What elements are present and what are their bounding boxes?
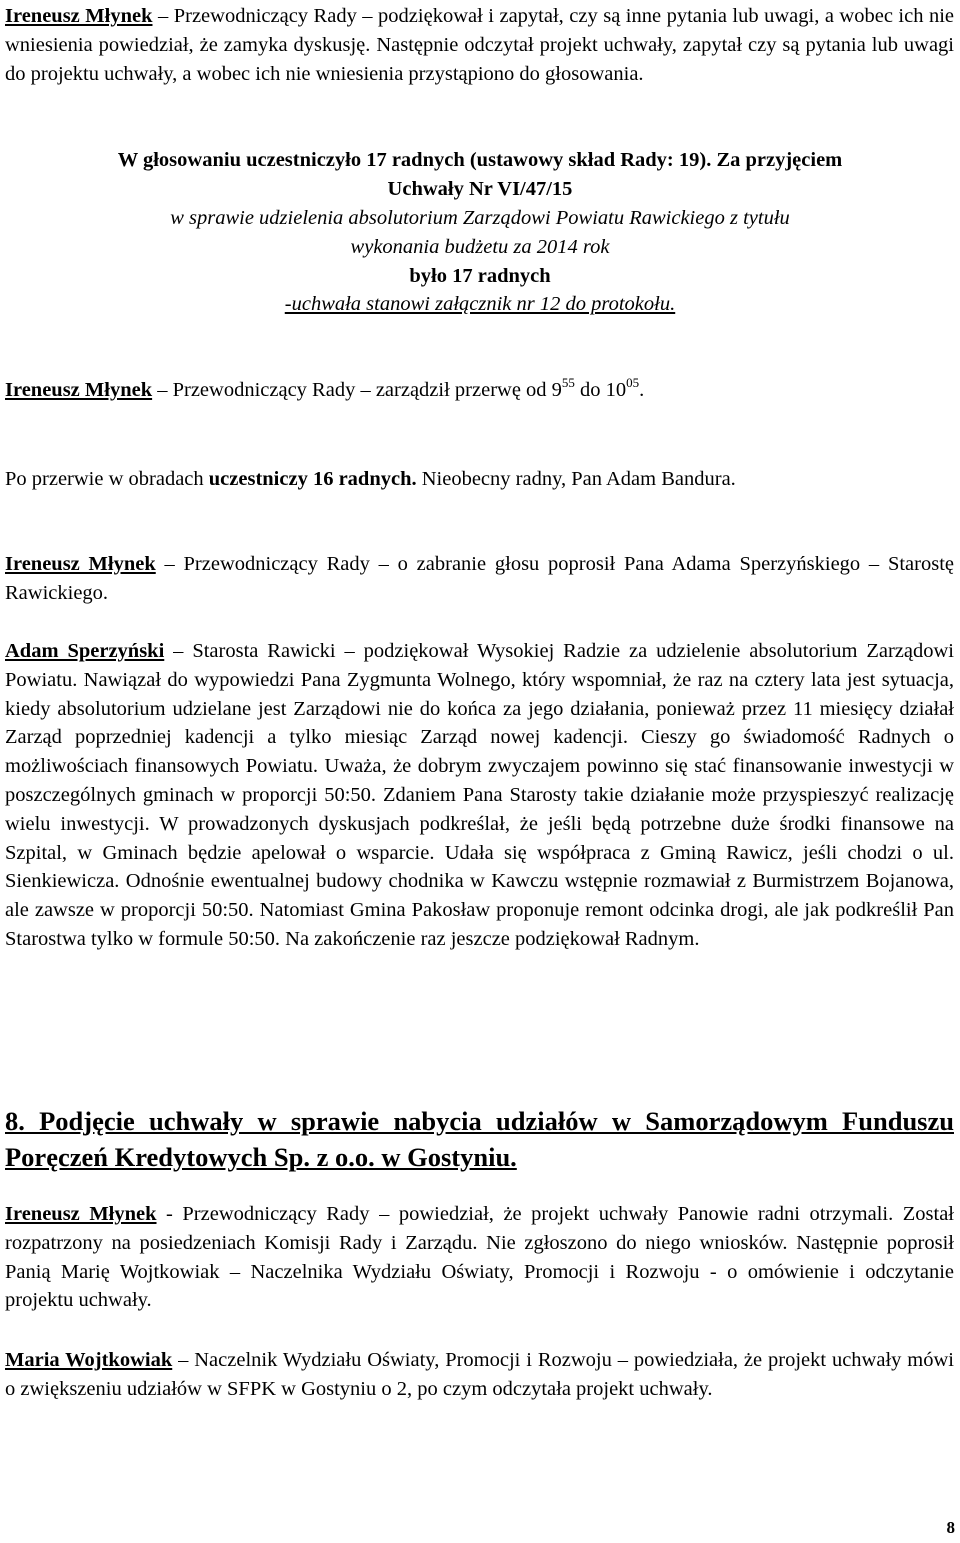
vote-result: było 17 radnych bbox=[409, 265, 551, 287]
page-number: 8 bbox=[946, 1518, 955, 1537]
resolution-subject-cont: wykonania budżetu za 2014 rok bbox=[350, 236, 610, 258]
paragraph-wojtkowiak bbox=[5, 1346, 954, 1404]
break-text: – Przewodniczący Rady – zarządził przerwę od 9 bbox=[157, 379, 562, 401]
paragraph-break bbox=[5, 376, 954, 405]
paragraph-discussion-close bbox=[5, 2, 954, 88]
speaker-name: Ireneusz Młynek bbox=[5, 553, 156, 575]
break-end-minutes: 05 bbox=[626, 375, 640, 390]
speaker-name: Ireneusz Młynek bbox=[5, 5, 153, 27]
break-start-minutes: 55 bbox=[561, 375, 575, 390]
after-break-text: Po przerwie w obradach bbox=[5, 468, 209, 490]
paragraph-text: – Naczelnik Wydziału Oświaty, Promocji i Rozwoju – powiedziała, że projekt uchwały mówi o zwiększeniu udziałów w SFPK w Gostyniu o 2, po czym odczytała projekt uchwały. bbox=[5, 1349, 954, 1400]
speaker-name: Adam Sperzyński bbox=[5, 640, 165, 662]
break-end: . bbox=[639, 379, 645, 401]
paragraph-text: – Starosta Rawicki – podziękował Wysokiej Radzie za udzielenie absolutorium Zarządowi Powiatu. Nawiązał do wypowiedzi Pana Zygmunta Wolnego, który wspomniał, że raz na cztery lata jest sytuacja, kiedy absolutorium udzielane jest Zarządowi nie do końca za jego działania, ponieważ przez 11 miesięcy działał Zarząd poprzedniej kadencji a tylko miesiąc Zarząd nowej kadencji. Cieszy go świadomość Radnych o możliwościach finansowych Powiatu. Uważa, że dobrym zwyczajem powinno się stać finansowanie inwestycji w poszczególnych gminach w proporcji 50:50. Zdaniem Pana Starosty takie działanie może przyspieszyć realizację wielu inwestycji. W prowadzonych dyskusjach podkreślał, że jeśli będą potrzebne duże środki finansowe na Szpital, w Gminach będzie apelował o wsparcie. Udała się współpraca z Gminą Rawicz, jeśli chodzi o ul. Sienkiewicza. Odnośnie ewentualnej budowy chodnika w Kawczu wstępnie rozmawiał z Burmistrzem Bojanowa, ale zawsze w proporcji 50:50. Natomiast Gmina Pakosław proponuje remont odcinka drogi, ale jak podkreślił Pan Starostwa tylko w formule 50:50. Na zakończenie raz jeszcze podziękował Radnym. bbox=[5, 640, 954, 950]
section-8-heading: 8. Podjęcie uchwały w sprawie nabycia udziałów w Samorządowym Funduszu Poręczeń Kredytowych Sp. z o.o. w Gostyniu. bbox=[5, 1106, 954, 1172]
paragraph-text: - Przewodniczący Rady – powiedział, że projekt uchwały Panowie radni otrzymali. Został rozpatrzony na posiedzeniach Komisji Rady i Zarządu. Nie zgłoszono do niego wniosków. Następnie poprosił Panią Marię Wojtkowiak – Naczelnika Wydziału Oświaty, Promocji i Rozwoju - o omówienie i odczytanie projektu uchwały. bbox=[5, 1203, 954, 1312]
resolution-subject: w sprawie udzielenia absolutorium Zarządowi Powiatu Rawickiego z tytułu bbox=[170, 207, 790, 229]
paragraph-text: – Przewodniczący Rady – o zabranie głosu poprosił Pana Adama Sperzyńskiego – Starostę Rawickiego. bbox=[5, 553, 954, 604]
speaker-name: Ireneusz Młynek bbox=[5, 379, 153, 401]
absent-note: Nieobecny radny, Pan Adam Bandura. bbox=[416, 468, 736, 490]
resolution-number: Uchwały Nr VI/47/15 bbox=[387, 178, 573, 200]
paragraph-floor-request bbox=[5, 550, 954, 608]
paragraph-chair-intro bbox=[5, 1200, 954, 1315]
paragraph-after-break bbox=[5, 465, 954, 494]
speaker-name: Maria Wojtkowiak bbox=[5, 1349, 173, 1371]
speaker-name: Ireneusz Młynek bbox=[5, 1203, 157, 1225]
attachment-note: -uchwała stanowi załącznik nr 12 do protokołu. bbox=[284, 293, 676, 315]
paragraph-starosta-speech bbox=[5, 637, 954, 954]
vote-summary-line: W głosowaniu uczestniczyło 17 radnych (ustawowy skład Rady: 19). Za przyjęciem bbox=[117, 149, 843, 171]
attendance-count: uczestniczy 16 radnych. bbox=[208, 468, 417, 490]
break-mid: do 10 bbox=[574, 379, 627, 401]
paragraph-text: – Przewodniczący Rady – podziękował i zapytał, czy są inne pytania lub uwagi, a wobec ich nie wniesienia powiedział, że zamyka dyskusję. Następnie odczytał projekt uchwały, zapytał czy są pytania lub uwagi do projektu uchwały, a wobec ich nie wniesienia przystąpiono do głosowania. bbox=[5, 5, 954, 85]
